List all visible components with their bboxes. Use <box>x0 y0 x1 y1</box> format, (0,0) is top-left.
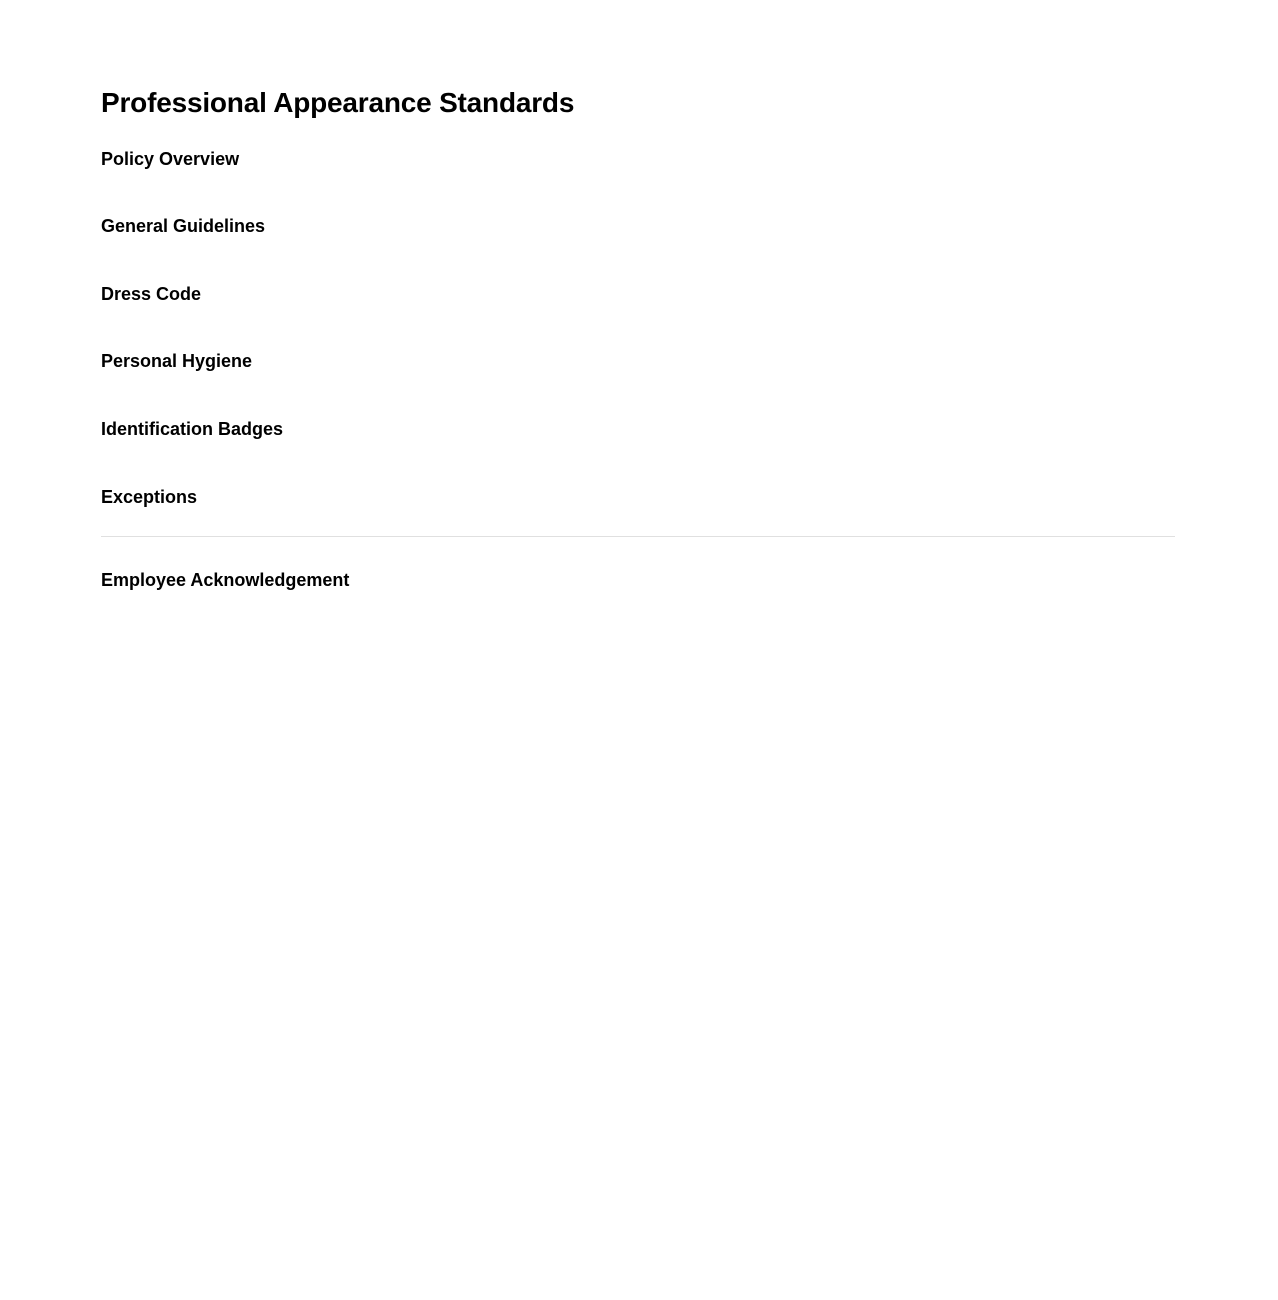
section-spacer <box>101 373 1175 419</box>
page-title: Professional Appearance Standards <box>101 87 575 118</box>
section-spacer <box>101 170 1175 216</box>
divider-top-spacer <box>101 508 1175 536</box>
section-list <box>101 149 1175 509</box>
section-heading-employee-acknowledgement: Employee Acknowledgement <box>101 570 350 591</box>
document-body <box>101 86 1175 592</box>
section-heading-identification-badges: Identification Badges <box>101 418 284 439</box>
section-heading-personal-hygiene: Personal Hygiene <box>101 351 253 372</box>
title-spacer <box>101 120 1175 149</box>
section-heading-general-guidelines: General Guidelines <box>101 216 266 237</box>
section-heading-policy-overview: Policy Overview <box>101 148 240 169</box>
section-spacer <box>101 441 1175 487</box>
section-heading-exceptions: Exceptions <box>101 486 198 507</box>
divider-bottom-spacer <box>101 537 1175 570</box>
section-heading-dress-code: Dress Code <box>101 283 202 304</box>
section-spacer <box>101 238 1175 284</box>
section-spacer <box>101 305 1175 351</box>
